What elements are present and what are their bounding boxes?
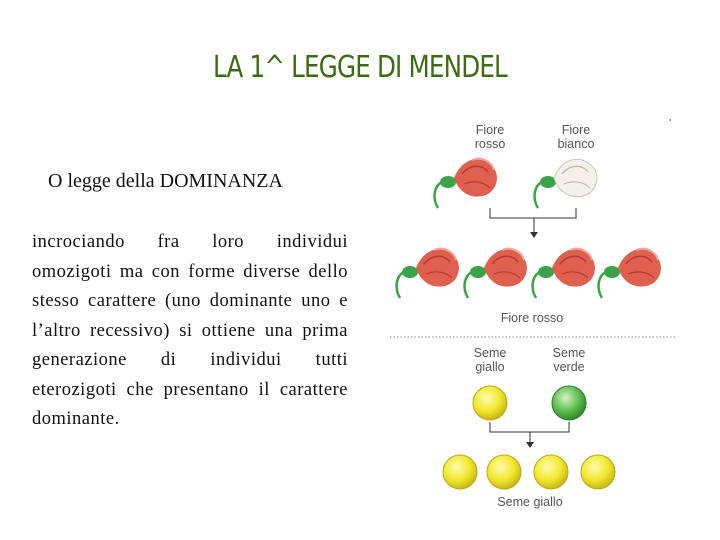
parent-label-1-line1: Fiore (475, 123, 505, 137)
parent-label-2-line2: bianco (557, 137, 595, 151)
slide-subtitle: O legge della DOMINANZA (48, 170, 283, 192)
cross-arrow-head (530, 232, 538, 238)
seed-cross-bracket (490, 422, 569, 432)
f1-yellow-seed (534, 455, 568, 489)
seed-label-2-line2: verde (553, 360, 585, 374)
mendel-cross-figure (380, 110, 680, 520)
seed-label-1-line2: giallo (475, 360, 505, 374)
parent-label-2-line1: Fiore (561, 123, 591, 137)
cross-bracket (490, 208, 576, 218)
seed-arrow-head (526, 442, 534, 448)
parent-white-flower (535, 159, 597, 208)
f1-flower-label: Fiore rosso (500, 311, 564, 325)
f1-seed-label: Seme giallo (497, 495, 563, 509)
parent-green-seed (552, 386, 586, 420)
seed-label-1-line1: Seme (473, 346, 507, 360)
f1-yellow-seed (487, 455, 521, 489)
f1-red-flower (465, 249, 527, 298)
slide-body-text: incrociando fra loro individui omozigoti ma con forme diverse dello stesso carattere (uno dominante uno e l’altro recessivo) si ottiene una prima generazione di individui tutti eterozigoti che presentano il carattere dominante. (32, 232, 348, 429)
dot-mark (669, 119, 671, 121)
parent-label-1-line2: rosso (474, 137, 506, 151)
seed-label-2-line1: Seme (552, 346, 586, 360)
f1-yellow-seed (443, 455, 477, 489)
f1-yellow-seed (581, 455, 615, 489)
parent-red-flower (435, 159, 497, 208)
parent-yellow-seed (473, 386, 507, 420)
f1-red-flower (397, 249, 459, 298)
slide-title: LA 1^ LEGGE DI MENDEL (213, 50, 507, 85)
f1-red-flower (599, 249, 661, 298)
cross-diagram (380, 110, 680, 520)
f1-red-flower (533, 249, 595, 298)
